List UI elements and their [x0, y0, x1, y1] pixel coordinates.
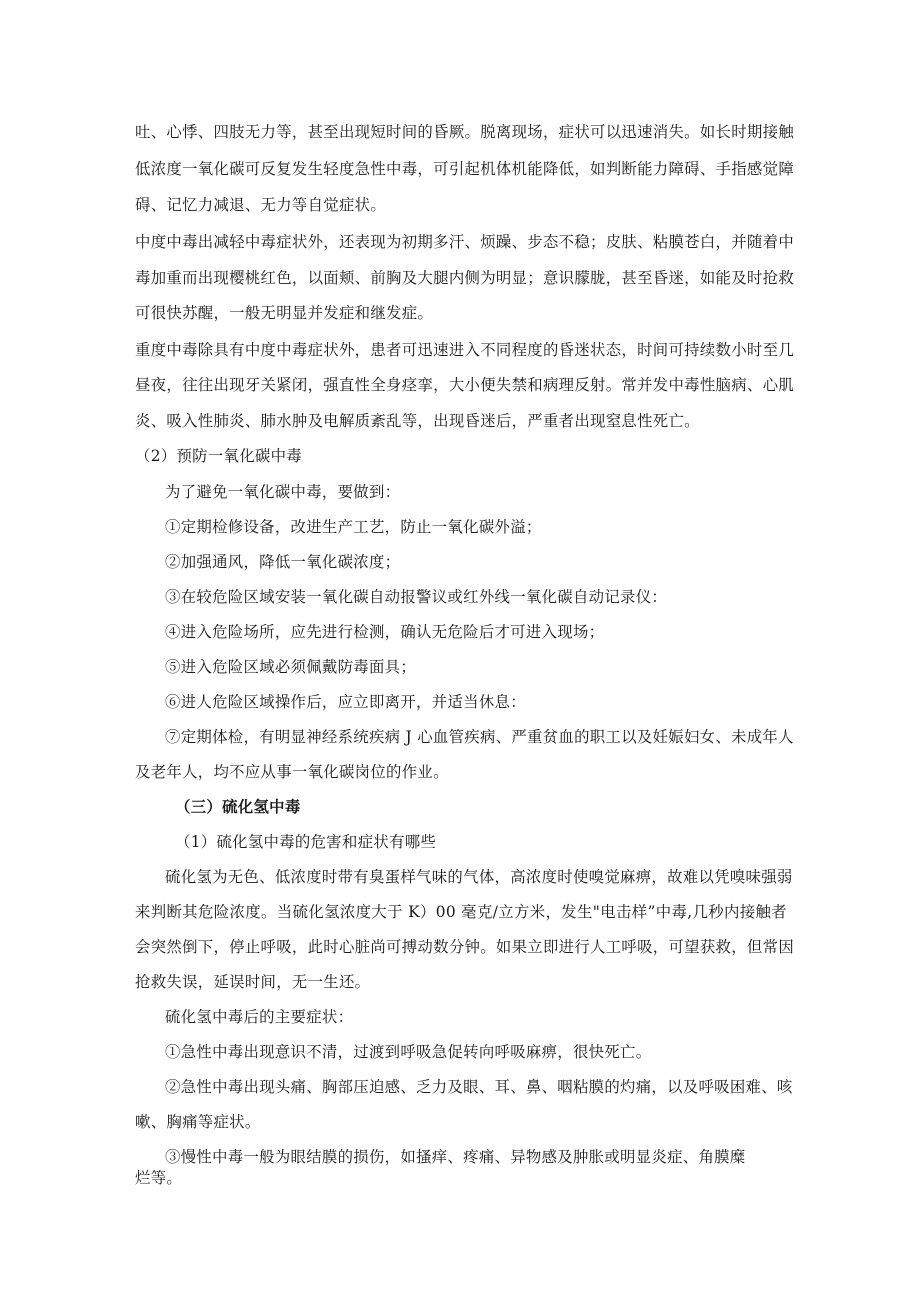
prevent-item: ⑤进入危险区域必须佩戴防毒面具；: [165, 658, 417, 676]
symptom-item-cont: 烂等。: [135, 1169, 183, 1187]
paragraph-line: 昼夜，往往出现牙关紧闭，强直性全身痉挛，大小便失禁和病理反射。常并发中毒性脑病、心肌: [135, 376, 795, 394]
paragraph-line: 毒加重而出现樱桃红色，以面颊、前胸及大腿内侧为明显；意识朦胧，甚至昏迷，如能及时抢救: [135, 269, 795, 287]
paragraph-line: 重度中毒除具有中度中毒症状外，患者可迅速进入不同程度的昏迷状态，时间可持续数小时至几: [135, 341, 795, 359]
prevent-item: ④进入危险场所，应先进行检测，确认无危险后才可进入现场；: [165, 623, 605, 641]
paragraph-line: 硫化氢为无色、低浓度时带有臭蛋样气味的气体，高浓度时使嗅觉麻痹，故难以凭嗅味强弱: [165, 868, 793, 886]
paragraph-line: 中度中毒出减轻中毒症状外，还表现为初期多汗、烦躁、步态不稳；皮肤、粘膜苍白，并随着中: [135, 233, 795, 251]
prevent-item: ③在较危险区域安装一氧化碳自动报警议或红外线一氧化碳自动记录仪：: [165, 588, 668, 606]
subheading-prevent-co: （2）预防一氧化碳中毒: [135, 447, 302, 465]
subheading-h2s-hazards: （1）硫化氢中毒的危害和症状有哪些: [175, 833, 437, 851]
symptom-item: ③慢性中毒一般为眼结膜的损伤，如搔痒、疼痛、异物感及肿胀或明显炎症、角膜糜: [165, 1148, 746, 1166]
prevent-item-7-cont: 及老年人，均不应从事一氧化碳岗位的作业。: [135, 763, 449, 781]
paragraph-line: 可很快苏醒，一般无明显并发症和继发症。: [135, 304, 434, 322]
prevent-item: ②加强通风，降低一氧化碳浓度；: [165, 553, 401, 571]
paragraph-line: 低浓度一氧化碳可反复发生轻度急性中毒，可引起机体机能降低，如判断能力障碍、手指感觉障: [135, 160, 795, 178]
paragraph-line: 碍、记忆力减退、无力等自觉症状。: [135, 196, 387, 214]
paragraph-line: 抢救失误，延误时间，无一生还。: [135, 973, 371, 991]
paragraph-line: 吐、心悸、四肢无力等，甚至出现短时间的昏厥。脱离现场，症状可以迅速消失。如长时期接触: [135, 123, 795, 141]
prevent-item: ⑥进人危险区域操作后，应立即离开，并适当休息：: [165, 693, 526, 711]
prevent-intro: 为了避免一氧化碳中毒，要做到：: [165, 483, 401, 501]
paragraph-line: 炎、吸入性肺炎、肺水肿及电解质紊乱等，出现昏迷后，严重者出现窒息性死亡。: [135, 412, 700, 430]
prevent-item-7: ⑦定期体检，有明显神经系统疾病 J 心血管疾病、严重贫血的职工以及妊娠妇女、未成年人: [165, 728, 794, 746]
symptom-item: ②急性中毒出现头痛、胸部压迫感、乏力及眼、耳、鼻、咽粘膜的灼痛，以及呼吸困难、咳: [165, 1078, 793, 1096]
paragraph-line: 来判断其危险浓度。当硫化氢浓度大于 K）00 毫克/立方米，发生"电击样”中毒,几秒内接触者: [135, 903, 787, 921]
symptom-item: ①急性中毒出现意识不清，过渡到呼吸急促转向呼吸麻痹，很快死亡。: [165, 1043, 652, 1061]
prevent-item: ①定期检修设备，改进生产工艺，防止一氧化碳外溢；: [165, 518, 542, 536]
paragraph-line: 会突然倒下，停止呼吸，此时心脏尚可搏动数分钟。如果立即进行人工呼吸，可望获救，但常因: [135, 938, 795, 956]
symptom-item-cont: 嗽、胸痛等症状。: [135, 1113, 261, 1131]
symptoms-intro: 硫化氢中毒后的主要症状：: [165, 1008, 354, 1026]
section-heading-h2s: （三）硫化氢中毒: [175, 798, 301, 816]
